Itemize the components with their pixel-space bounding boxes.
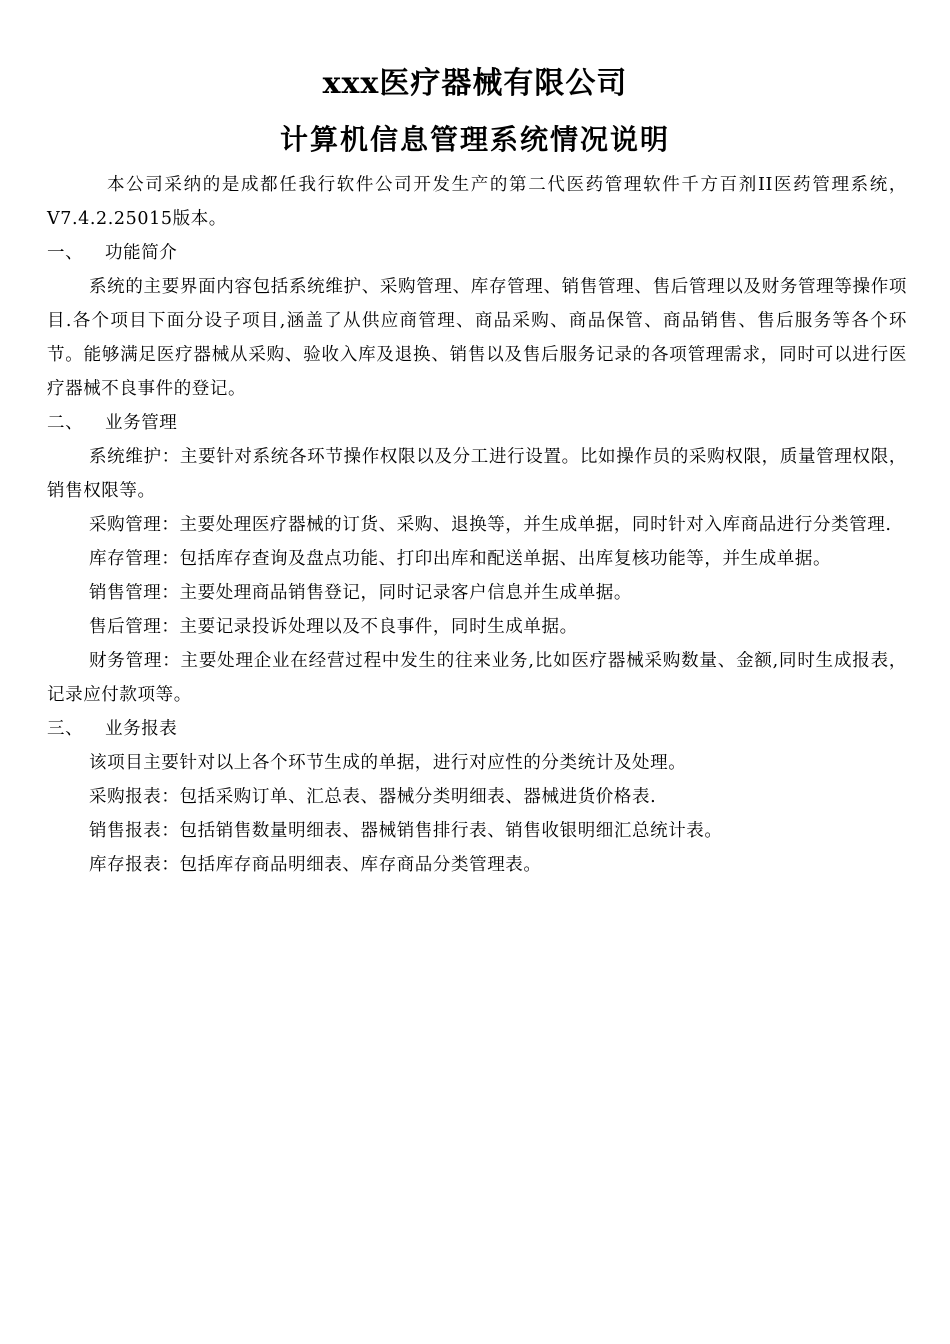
section-2-item: 销售管理：主要处理商品销售登记，同时记录客户信息并生成单据。 [89,583,632,603]
section-3-item: 销售报表：包括销售数量明细表、器械销售排行表、销售收银明细汇总统计表。 [89,821,723,841]
section-2-item: 售后管理：主要记录投诉处理以及不良事件，同时生成单据。 [89,617,578,637]
section-3-item: 该项目主要针对以上各个环节生成的单据，进行对应性的分类统计及处理。 [89,753,687,773]
section-2-number: 二、 [47,413,84,433]
section-2-item: 系统维护：主要针对系统各环节操作权限以及分工进行设置。比如操作员的采购权限，质量管理权限，销售权限等。 [47,447,907,501]
section-3-number: 三、 [47,719,84,739]
document-subtitle: 计算机信息管理系统情况说明 [279,123,670,156]
section-1-number: 一、 [47,243,84,263]
section-3-title: 业务报表 [105,719,178,739]
document-body [47,168,907,882]
section-2-title: 业务管理 [105,413,178,433]
section-2-item: 财务管理：主要处理企业在经营过程中发生的往来业务,比如医疗器械采购数量、金额,同时生成报表，记录应付款项等。 [47,651,907,705]
section-3-item: 采购报表：包括采购订单、汇总表、器械分类明细表、器械进货价格表. [89,787,657,807]
section-2-heading [47,406,907,440]
section-3-item: 库存报表：包括库存商品明细表、库存商品分类管理表。 [89,855,542,875]
section-3-heading [47,712,907,746]
intro-paragraph: 本公司采纳的是成都任我行软件公司开发生产的第二代医药管理软件千方百剂II医药管理系统，V7.4.2.25015版本。 [47,175,907,229]
section-1-title: 功能简介 [105,243,178,263]
section-2-item: 采购管理：主要处理医疗器械的订货、采购、退换等，并生成单据，同时针对入库商品进行分类管理. [89,515,892,535]
section-1-paragraph: 系统的主要界面内容包括系统维护、采购管理、库存管理、销售管理、售后管理以及财务管理等操作项目.各个项目下面分设子项目,涵盖了从供应商管理、商品采购、商品保管、商品销售、售后服务等各个环节。能够满足医疗器械从采购、验收入库及退换、销售以及售后服务记录的各项管理需求，同时可以进行医疗器械不良事件的登记。 [47,277,907,399]
section-2-item: 库存管理：包括库存查询及盘点功能、打印出库和配送单据、出库复核功能等，并生成单据。 [89,549,832,569]
section-1-heading [47,236,907,270]
company-title: xxx医疗器械有限公司 [322,66,628,101]
